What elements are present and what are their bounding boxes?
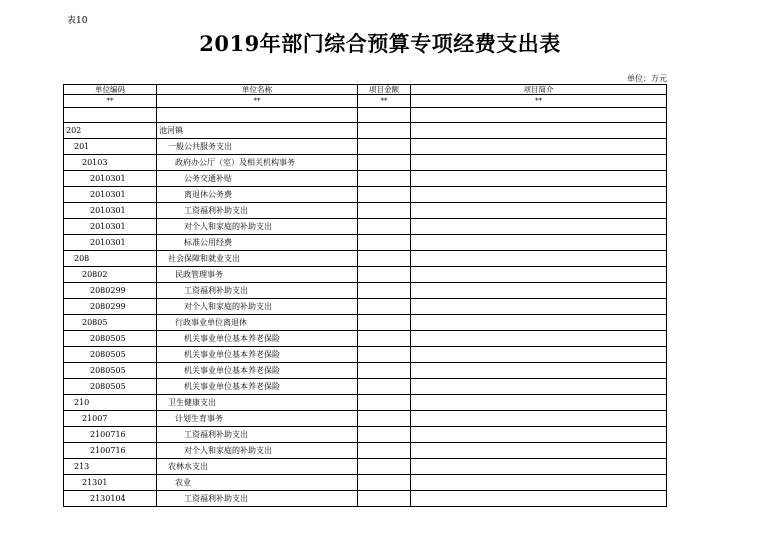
- table-row: [64, 491, 667, 507]
- desc-cell: [411, 251, 667, 267]
- table-row: [64, 123, 667, 139]
- name-cell: 社会保障和就业支出: [157, 251, 358, 267]
- amount-cell: [358, 235, 411, 251]
- table-row: [64, 459, 667, 475]
- name-cell: 行政事业单位离退休: [157, 315, 358, 331]
- amount-cell: [358, 315, 411, 331]
- table-row: [64, 395, 667, 411]
- header-cell-code: 单位编码: [64, 85, 157, 95]
- amount-cell: [358, 379, 411, 395]
- name-cell: 机关事业单位基本养老保险: [157, 379, 358, 395]
- table-row: [64, 139, 667, 155]
- code-cell: 210: [64, 395, 157, 411]
- blank-cell: [157, 108, 358, 123]
- header-cell-name: 单位名称: [157, 85, 358, 95]
- name-cell: 政府办公厅（室）及相关机构事务: [157, 155, 358, 171]
- code-cell: 2100716: [64, 427, 157, 443]
- table-row: [64, 443, 667, 459]
- amount-cell: [358, 475, 411, 491]
- table-row: [64, 299, 667, 315]
- code-cell: 2080505: [64, 379, 157, 395]
- amount-cell: [358, 219, 411, 235]
- table-row: [64, 171, 667, 187]
- name-cell: 公务交通补贴: [157, 171, 358, 187]
- code-cell: 2010301: [64, 203, 157, 219]
- table-row: [64, 379, 667, 395]
- code-cell: 2080299: [64, 299, 157, 315]
- name-cell: 池河镇: [157, 123, 358, 139]
- name-cell: 一般公共服务支出: [157, 139, 358, 155]
- desc-cell: [411, 363, 667, 379]
- table-row: [64, 363, 667, 379]
- amount-cell: [358, 459, 411, 475]
- desc-cell: [411, 171, 667, 187]
- desc-cell: [411, 123, 667, 139]
- desc-cell: [411, 491, 667, 507]
- amount-cell: [358, 203, 411, 219]
- name-cell: 农林水支出: [157, 459, 358, 475]
- name-cell: 对个人和家庭的补助支出: [157, 443, 358, 459]
- table-row: [64, 475, 667, 491]
- table-row: [64, 203, 667, 219]
- stars-row: [64, 95, 667, 108]
- code-cell: 201: [64, 139, 157, 155]
- desc-cell: [411, 427, 667, 443]
- amount-cell: [358, 491, 411, 507]
- unit-label: 单位：万元: [627, 74, 667, 83]
- code-cell: 20103: [64, 155, 157, 171]
- budget-table: [63, 84, 667, 507]
- amount-cell: [358, 171, 411, 187]
- table-row: [64, 331, 667, 347]
- code-cell: 2080299: [64, 283, 157, 299]
- name-cell: 机关事业单位基本养老保险: [157, 331, 358, 347]
- table-row: [64, 155, 667, 171]
- table-row: [64, 411, 667, 427]
- desc-cell: [411, 315, 667, 331]
- code-cell: 2080505: [64, 347, 157, 363]
- table-number: 表10: [67, 16, 88, 26]
- name-cell: 农业: [157, 475, 358, 491]
- amount-cell: [358, 123, 411, 139]
- desc-cell: [411, 411, 667, 427]
- desc-cell: [411, 475, 667, 491]
- desc-cell: [411, 379, 667, 395]
- table-row: [64, 251, 667, 267]
- name-cell: 对个人和家庭的补助支出: [157, 299, 358, 315]
- amount-cell: [358, 299, 411, 315]
- desc-cell: [411, 459, 667, 475]
- desc-cell: [411, 347, 667, 363]
- code-cell: 213: [64, 459, 157, 475]
- code-cell: 21007: [64, 411, 157, 427]
- desc-cell: [411, 203, 667, 219]
- code-cell: 2010301: [64, 219, 157, 235]
- amount-cell: [358, 363, 411, 379]
- code-cell: 208: [64, 251, 157, 267]
- blank-cell: [411, 108, 667, 123]
- code-cell: 2080505: [64, 363, 157, 379]
- amount-cell: [358, 187, 411, 203]
- amount-cell: [358, 267, 411, 283]
- header-cell-desc: 项目简介: [411, 85, 667, 95]
- table-row: [64, 187, 667, 203]
- desc-cell: [411, 139, 667, 155]
- amount-cell: [358, 331, 411, 347]
- name-cell: 离退休公务费: [157, 187, 358, 203]
- blank-cell: [64, 108, 157, 123]
- desc-cell: [411, 443, 667, 459]
- blank-cell: [358, 108, 411, 123]
- table-row: [64, 267, 667, 283]
- amount-cell: [358, 443, 411, 459]
- name-cell: 卫生健康支出: [157, 395, 358, 411]
- code-cell: 2100716: [64, 443, 157, 459]
- desc-cell: [411, 299, 667, 315]
- name-cell: 对个人和家庭的补助支出: [157, 219, 358, 235]
- name-cell: 工资福利补助支出: [157, 203, 358, 219]
- code-cell: 20805: [64, 315, 157, 331]
- desc-cell: [411, 283, 667, 299]
- code-cell: 20802: [64, 267, 157, 283]
- page-title: 2019年部门综合预算专项经费支出表: [199, 31, 561, 56]
- amount-cell: [358, 427, 411, 443]
- stars-cell: **: [411, 95, 667, 108]
- code-cell: 2010301: [64, 235, 157, 251]
- table-row: [64, 347, 667, 363]
- header-row: [64, 85, 667, 95]
- blank-row: [64, 108, 667, 123]
- desc-cell: [411, 187, 667, 203]
- code-cell: 21301: [64, 475, 157, 491]
- name-cell: 民政管理事务: [157, 267, 358, 283]
- name-cell: 机关事业单位基本养老保险: [157, 363, 358, 379]
- name-cell: 计划生育事务: [157, 411, 358, 427]
- amount-cell: [358, 251, 411, 267]
- desc-cell: [411, 395, 667, 411]
- amount-cell: [358, 347, 411, 363]
- desc-cell: [411, 155, 667, 171]
- amount-cell: [358, 395, 411, 411]
- code-cell: 202: [64, 123, 157, 139]
- amount-cell: [358, 155, 411, 171]
- code-cell: 2080505: [64, 331, 157, 347]
- name-cell: 机关事业单位基本养老保险: [157, 347, 358, 363]
- name-cell: 工资福利补助支出: [157, 491, 358, 507]
- header-cell-amount: 项目金额: [358, 85, 411, 95]
- code-cell: 2130104: [64, 491, 157, 507]
- table-row: [64, 427, 667, 443]
- stars-cell: **: [64, 95, 157, 108]
- desc-cell: [411, 267, 667, 283]
- table-row: [64, 219, 667, 235]
- table-row: [64, 315, 667, 331]
- code-cell: 2010301: [64, 187, 157, 203]
- name-cell: 工资福利补助支出: [157, 427, 358, 443]
- desc-cell: [411, 235, 667, 251]
- stars-cell: **: [157, 95, 358, 108]
- name-cell: 标准公用经费: [157, 235, 358, 251]
- table-row: [64, 283, 667, 299]
- amount-cell: [358, 283, 411, 299]
- amount-cell: [358, 411, 411, 427]
- amount-cell: [358, 139, 411, 155]
- table-row: [64, 235, 667, 251]
- desc-cell: [411, 331, 667, 347]
- desc-cell: [411, 219, 667, 235]
- code-cell: 2010301: [64, 171, 157, 187]
- stars-cell: **: [358, 95, 411, 108]
- name-cell: 工资福利补助支出: [157, 283, 358, 299]
